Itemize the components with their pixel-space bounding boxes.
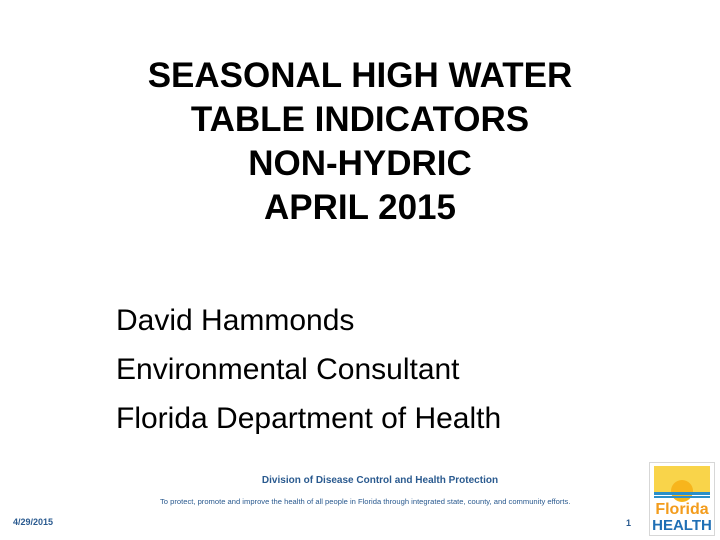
title-line-1: SEASONAL HIGH WATER bbox=[147, 56, 573, 95]
presenter-name: David Hammonds bbox=[116, 304, 355, 337]
presenter-role: Environmental Consultant bbox=[116, 353, 460, 386]
title-line-2: TABLE INDICATORS bbox=[190, 100, 530, 139]
division-name: Division of Disease Control and Health Protection bbox=[261, 475, 499, 486]
slide-title bbox=[0, 54, 720, 230]
title-line-4: APRIL 2015 bbox=[264, 188, 456, 227]
logo-water-stripe bbox=[654, 492, 710, 495]
presenter-organization: Florida Department of Health bbox=[116, 402, 502, 435]
footer-date: 4/29/2015 bbox=[13, 517, 54, 527]
page-number: 1 bbox=[626, 518, 632, 528]
logo-water-stripe bbox=[654, 496, 710, 498]
mission-statement: To protect, promote and improve the health of all people in Florida through integrated state, county, and community efforts. bbox=[160, 497, 571, 506]
logo-sun bbox=[671, 480, 693, 502]
florida-health-logo bbox=[649, 462, 715, 536]
presenter-info bbox=[116, 296, 501, 443]
logo-text-health: HEALTH bbox=[652, 517, 712, 534]
title-line-3: NON-HYDRIC bbox=[248, 144, 472, 183]
florida-health-logo-icon bbox=[650, 463, 714, 535]
logo-text-florida: Florida bbox=[655, 501, 709, 518]
